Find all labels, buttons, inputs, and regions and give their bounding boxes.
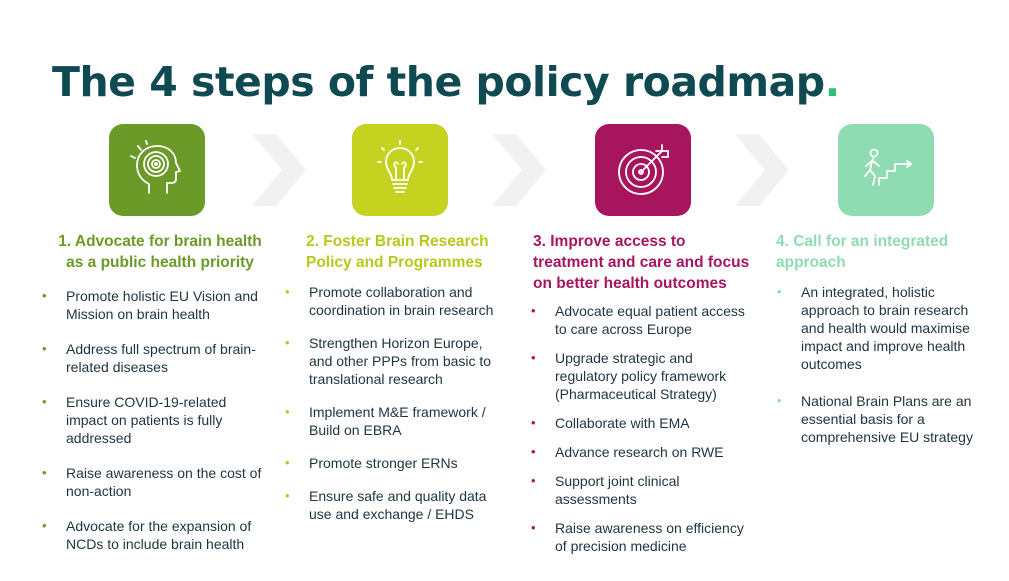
bullet-icon: • [42,394,47,409]
list-item [285,283,525,319]
step2-list [285,283,525,523]
bullet-icon: • [531,520,536,535]
list-item [285,334,525,388]
list-item [42,287,287,323]
bullet-icon: • [285,455,290,470]
list-item-text: related diseases [66,359,168,375]
list-item-text: impact on patients is fully [66,412,223,428]
list-item-text: Raise awareness on the cost of [66,465,262,481]
lightbulb-icon [370,140,430,200]
list-item-text: Strengthen Horizon Europe, [309,335,483,351]
bullet-icon: • [42,341,47,356]
step3-list [531,302,771,555]
list-item-text: Ensure safe and quality data [309,488,487,504]
list-item [777,392,1002,446]
title-dot: . [824,58,840,106]
list-item-text: NCDs to include brain health [66,536,245,552]
list-item-text: Upgrade strategic and [555,350,693,366]
list-item [285,403,525,439]
bullet-icon: • [285,404,290,419]
bullet-icon: • [531,473,536,488]
chevron-right-icon [252,134,306,206]
list-item [285,454,525,472]
list-item-text: Implement M&E framework / [309,404,486,420]
list-item [531,472,771,508]
list-item-text: non-action [66,483,132,499]
list-item [42,517,287,553]
chevron-right-icon [492,134,546,206]
list-item-text: addressed [66,430,132,446]
step1-list [42,287,287,553]
list-item-text: Support joint clinical [555,473,680,489]
step1-icon-box [109,124,205,216]
title-text: The 4 steps of the policy roadmap [52,58,825,106]
bullet-icon: • [285,335,290,350]
bullet-icon: • [285,284,290,299]
step4-icon-box [838,124,934,216]
bullet-icon: • [42,518,47,533]
list-item-text: Promote stronger ERNs [309,455,458,471]
bullet-icon: • [42,288,47,303]
list-item [531,443,771,461]
list-item-text: An integrated, holistic [801,284,935,300]
bullet-icon: • [777,393,782,408]
list-item-text: Collaborate with EMA [555,415,690,431]
list-item [531,519,771,555]
list-item [531,349,771,403]
step3-heading: 3. Improve access to treatment and care and focus on better health outcomes [533,233,750,292]
list-item-text: use and exchange / EHDS [309,506,474,522]
list-item-text: assessments [555,491,637,507]
list-item-text: Promote holistic EU Vision and [66,288,258,304]
list-item-text: National Brain Plans are an [801,393,972,409]
step4-heading: 4. Call for an integrated approach [776,233,949,271]
list-item-text: Advance research on RWE [555,444,724,460]
step3-icon-box [595,124,691,216]
list-item-text: Mission on brain health [66,306,210,322]
list-item-text: Raise awareness on efficiency [555,520,744,536]
list-item-text: Build on EBRA [309,422,402,438]
list-item [531,302,771,338]
list-item-text: coordination in brain research [309,302,494,318]
list-item [777,283,1002,373]
list-item-text: Advocate for the expansion of [66,518,252,534]
chevron-right-icon [735,134,789,206]
list-item [42,393,287,447]
stairs-walker-icon [855,139,917,201]
step1-heading: 1. Advocate for brain health as a public health priority [58,233,262,271]
list-item-text: to care across Europe [555,321,692,337]
brain-head-icon [127,140,187,200]
list-item-text: essential basis for a [801,411,925,427]
list-item-text: approach to brain research [801,302,969,318]
list-item-text: Ensure COVID-19-related [66,394,227,410]
list-item-text: Advocate equal patient access [555,303,745,319]
list-item-text: and health would maximise [801,320,970,336]
list-item-text: Promote collaboration and [309,284,473,300]
list-item [531,414,771,432]
list-item [285,487,525,523]
bullet-icon: • [42,465,47,480]
bullet-icon: • [777,284,782,299]
bullet-icon: • [531,415,536,430]
step2-icon-box [352,124,448,216]
list-item-text: and other PPPs from basic to [309,353,492,369]
target-icon [612,139,674,201]
list-item-text: impact and improve health [801,338,966,354]
list-item [42,464,287,500]
list-item-text: translational research [309,371,443,387]
bullet-icon: • [285,488,290,503]
list-item-text: Address full spectrum of brain- [66,341,256,357]
list-item-text: of precision medicine [555,538,687,554]
bullet-icon: • [531,303,536,318]
list-item-text: regulatory policy framework [555,368,727,384]
step4-list [777,283,1002,446]
list-item-text: comprehensive EU strategy [801,429,973,445]
list-item-text: (Pharmaceutical Strategy) [555,386,717,402]
bullet-icon: • [531,350,536,365]
bullet-icon: • [531,444,536,459]
list-item-text: outcomes [801,356,862,372]
list-item [42,340,287,376]
step2-heading: 2. Foster Brain Research Policy and Programmes [306,233,489,271]
page-title [52,58,840,106]
